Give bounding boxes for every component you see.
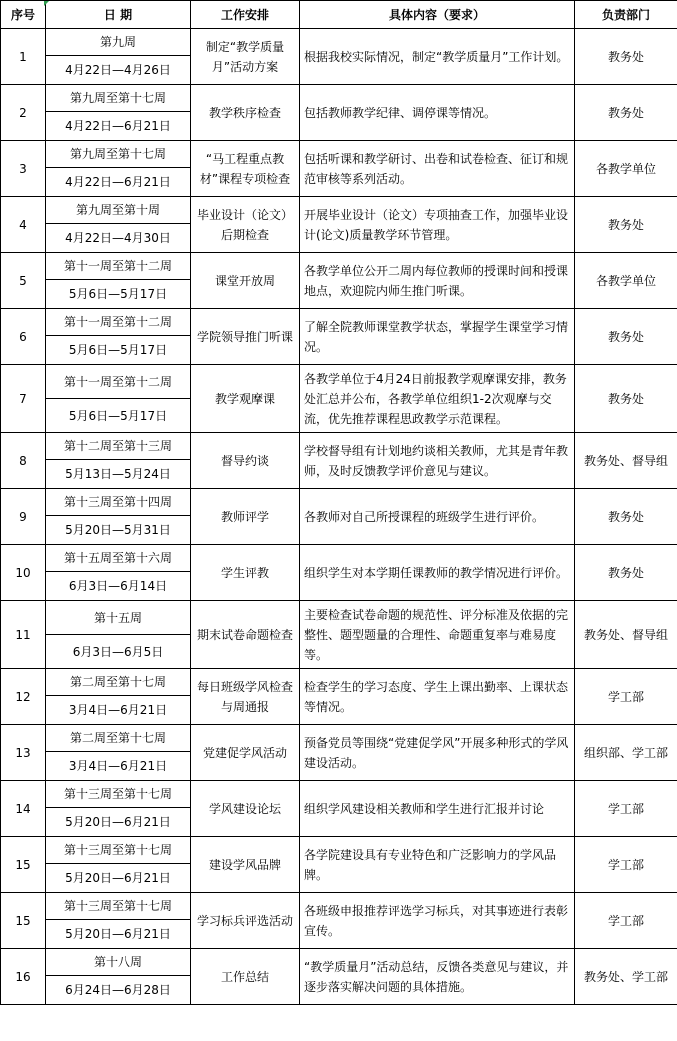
- table-row: [1, 253, 677, 280]
- row-dept: 教务处、学工部: [575, 949, 677, 1005]
- table-row: [1, 197, 677, 224]
- cell-marker-icon: [44, 1, 49, 6]
- table-row: [1, 725, 677, 752]
- row-week: 第九周: [46, 29, 191, 56]
- row-dept: 教务处: [575, 489, 677, 545]
- table-row: [1, 365, 677, 399]
- row-number: 11: [1, 601, 46, 669]
- row-week: 第九周至第十七周: [46, 85, 191, 112]
- row-dept: 各教学单位: [575, 141, 677, 197]
- row-date: 6月3日—6月5日: [46, 635, 191, 669]
- row-number: 16: [1, 949, 46, 1005]
- row-content: 根据我校实际情况，制定“教学质量月”工作计划。: [300, 29, 575, 85]
- row-number: 2: [1, 85, 46, 141]
- row-dept: 教务处: [575, 365, 677, 433]
- row-number: 15: [1, 893, 46, 949]
- table-row: [1, 669, 677, 696]
- row-task: 课堂开放周: [191, 253, 300, 309]
- row-task: 学习标兵评选活动: [191, 893, 300, 949]
- row-number: 6: [1, 309, 46, 365]
- row-task: 督导约谈: [191, 433, 300, 489]
- table-row: [1, 545, 677, 572]
- row-date: 5月20日—5月31日: [46, 516, 191, 545]
- row-content: 包括教师教学纪律、调停课等情况。: [300, 85, 575, 141]
- row-dept: 教务处: [575, 85, 677, 141]
- row-number: 5: [1, 253, 46, 309]
- row-dept: 组织部、学工部: [575, 725, 677, 781]
- row-content: 主要检查试卷命题的规范性、评分标准及依据的完整性、题型题量的合理性、命题重复率与难易度等。: [300, 601, 575, 669]
- row-task: 教师评学: [191, 489, 300, 545]
- row-content: 学校督导组有计划地约谈相关教师，尤其是青年教师，及时反馈教学评价意见与建议。: [300, 433, 575, 489]
- row-number: 10: [1, 545, 46, 601]
- table-row: [1, 489, 677, 516]
- row-task: 期末试卷命题检查: [191, 601, 300, 669]
- table-row: [1, 837, 677, 864]
- row-week: 第十一周至第十二周: [46, 253, 191, 280]
- table-row: [1, 141, 677, 168]
- row-week: 第十一周至第十二周: [46, 365, 191, 399]
- row-content: 了解全院教师课堂教学状态，掌握学生课堂学习情况。: [300, 309, 575, 365]
- table-row: [1, 893, 677, 920]
- row-dept: 学工部: [575, 837, 677, 893]
- row-dept: 各教学单位: [575, 253, 677, 309]
- row-week: 第二周至第十七周: [46, 725, 191, 752]
- header-row: [1, 1, 677, 29]
- row-task: 每日班级学风检查与周通报: [191, 669, 300, 725]
- row-content: 各教师对自己所授课程的班级学生进行评价。: [300, 489, 575, 545]
- row-content: 组织学生对本学期任课教师的教学情况进行评价。: [300, 545, 575, 601]
- row-date: 5月6日—5月17日: [46, 399, 191, 433]
- table-row: [1, 29, 677, 56]
- row-content: 各教学单位于4月24日前报教学观摩课安排，教务处汇总并公布，各教学单位组织1-2次观摩与交流，优先推荐课程思政教学示范课程。: [300, 365, 575, 433]
- row-number: 8: [1, 433, 46, 489]
- row-dept: 教务处: [575, 29, 677, 85]
- table-row: [1, 433, 677, 460]
- row-number: 13: [1, 725, 46, 781]
- row-week: 第十三周至第十七周: [46, 893, 191, 920]
- row-task: “马工程重点教材”课程专项检查: [191, 141, 300, 197]
- row-task: 建设学风品牌: [191, 837, 300, 893]
- row-task: 党建促学风活动: [191, 725, 300, 781]
- row-content: 各班级申报推荐评选学习标兵，对其事迹进行表彰宣传。: [300, 893, 575, 949]
- row-number: 4: [1, 197, 46, 253]
- row-dept: 学工部: [575, 669, 677, 725]
- header-content: 具体内容（要求）: [300, 1, 575, 29]
- row-content: “教学质量月”活动总结，反馈各类意见与建议，并逐步落实解决问题的具体措施。: [300, 949, 575, 1005]
- row-task: 制定“教学质量月”活动方案: [191, 29, 300, 85]
- row-content: 开展毕业设计（论文）专项抽查工作，加强毕业设计(论文)质量教学环节管理。: [300, 197, 575, 253]
- row-task: 学院领导推门听课: [191, 309, 300, 365]
- header-task: 工作安排: [191, 1, 300, 29]
- row-date: 5月20日—6月21日: [46, 920, 191, 949]
- row-task: 教学秩序检查: [191, 85, 300, 141]
- table-row: [1, 781, 677, 808]
- row-content: 预备党员等围绕“党建促学风”开展多种形式的学风建设活动。: [300, 725, 575, 781]
- table-row: [1, 85, 677, 112]
- table-row: [1, 949, 677, 976]
- row-week: 第十三周至第十七周: [46, 837, 191, 864]
- row-week: 第十五周: [46, 601, 191, 635]
- row-date: 5月6日—5月17日: [46, 280, 191, 309]
- row-dept: 教务处: [575, 545, 677, 601]
- row-week: 第九周至第十周: [46, 197, 191, 224]
- header-dept: 负责部门: [575, 1, 677, 29]
- row-task: 工作总结: [191, 949, 300, 1005]
- row-week: 第十八周: [46, 949, 191, 976]
- header-date: 日 期: [46, 1, 191, 29]
- row-number: 15: [1, 837, 46, 893]
- row-number: 14: [1, 781, 46, 837]
- table-row: [1, 601, 677, 635]
- row-date: 5月6日—5月17日: [46, 336, 191, 365]
- row-date: 5月20日—6月21日: [46, 808, 191, 837]
- row-week: 第十三周至第十七周: [46, 781, 191, 808]
- row-dept: 教务处、督导组: [575, 601, 677, 669]
- row-content: 组织学风建设相关教师和学生进行汇报并讨论: [300, 781, 575, 837]
- row-dept: 教务处: [575, 197, 677, 253]
- row-content: 各学院建设具有专业特色和广泛影响力的学风品牌。: [300, 837, 575, 893]
- row-date: 3月4日—6月21日: [46, 696, 191, 725]
- row-week: 第十一周至第十二周: [46, 309, 191, 336]
- row-content: 各教学单位公开二周内每位教师的授课时间和授课地点，欢迎院内师生推门听课。: [300, 253, 575, 309]
- row-date: 3月4日—6月21日: [46, 752, 191, 781]
- row-task: 学风建设论坛: [191, 781, 300, 837]
- row-task: 毕业设计（论文）后期检查: [191, 197, 300, 253]
- row-number: 3: [1, 141, 46, 197]
- row-date: 5月13日—5月24日: [46, 460, 191, 489]
- row-week: 第十三周至第十四周: [46, 489, 191, 516]
- row-content: 检查学生的学习态度、学生上课出勤率、上课状态等情况。: [300, 669, 575, 725]
- row-number: 9: [1, 489, 46, 545]
- row-date: 5月20日—6月21日: [46, 864, 191, 893]
- row-date: 4月22日—6月21日: [46, 168, 191, 197]
- header-no: 序号: [1, 1, 46, 29]
- row-task: 学生评教: [191, 545, 300, 601]
- row-dept: 学工部: [575, 781, 677, 837]
- row-date: 4月22日—4月30日: [46, 224, 191, 253]
- row-date: 6月3日—6月14日: [46, 572, 191, 601]
- row-date: 6月24日—6月28日: [46, 976, 191, 1005]
- row-dept: 教务处: [575, 309, 677, 365]
- row-week: 第二周至第十七周: [46, 669, 191, 696]
- row-date: 4月22日—6月21日: [46, 112, 191, 141]
- row-number: 7: [1, 365, 46, 433]
- row-week: 第九周至第十七周: [46, 141, 191, 168]
- row-dept: 学工部: [575, 893, 677, 949]
- row-week: 第十五周至第十六周: [46, 545, 191, 572]
- table-row: [1, 309, 677, 336]
- row-date: 4月22日—4月26日: [46, 56, 191, 85]
- row-task: 教学观摩课: [191, 365, 300, 433]
- table-body: [1, 29, 677, 1005]
- row-number: 12: [1, 669, 46, 725]
- row-number: 1: [1, 29, 46, 85]
- row-week: 第十二周至第十三周: [46, 433, 191, 460]
- row-dept: 教务处、督导组: [575, 433, 677, 489]
- row-content: 包括听课和教学研讨、出卷和试卷检查、征订和规范审核等系列活动。: [300, 141, 575, 197]
